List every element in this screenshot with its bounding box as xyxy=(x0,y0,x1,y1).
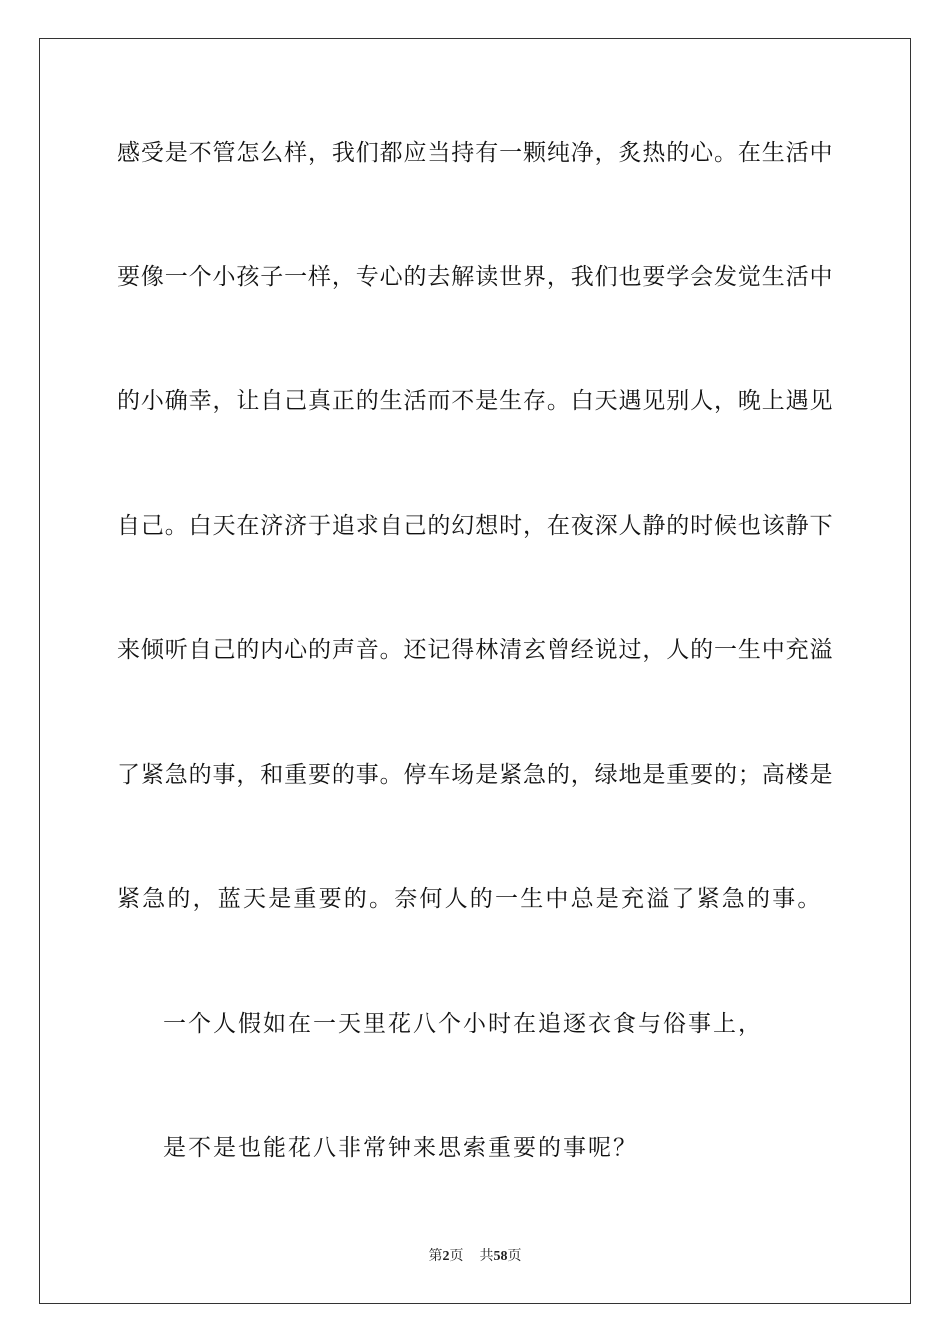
total-pages: 58 xyxy=(493,1249,508,1264)
total-prefix: 共 xyxy=(479,1248,494,1264)
paragraph-line-5: 来倾听自己的内心的声音。还记得林清玄曾经说过，人的一生中充溢 xyxy=(117,637,833,663)
page-prefix: 第 xyxy=(428,1248,443,1264)
paragraph-line-7: 紧急的，蓝天是重要的。奈何人的一生中总是充溢了紧急的事。 xyxy=(117,886,823,912)
paragraph-line-6: 了紧急的事，和重要的事。停车场是紧急的，绿地是重要的；高楼是 xyxy=(117,762,833,788)
paragraph-line-3: 的小确幸，让自己真正的生活而不是生存。白天遇见别人，晚上遇见 xyxy=(117,388,833,414)
paragraph-line-1: 感受是不管怎么样，我们都应当持有一颗纯净，炙热的心。在生活中 xyxy=(117,140,833,166)
paragraph-line-4: 自己。白天在济济于追求自己的幻想时，在夜深人静的时候也该静下 xyxy=(117,513,833,539)
page-footer xyxy=(0,1247,950,1266)
indented-line-2: 是不是也能花八非常钟来思索重要的事呢？ xyxy=(163,1135,638,1161)
page-border xyxy=(39,38,911,1304)
indented-line-1: 一个人假如在一天里花八个小时在追逐衣食与俗事上， xyxy=(163,1011,763,1037)
page-suffix: 页 xyxy=(449,1248,464,1264)
paragraph-line-2: 要像一个小孩子一样，专心的去解读世界，我们也要学会发觉生活中 xyxy=(117,264,833,290)
total-suffix: 页 xyxy=(507,1248,522,1264)
page-number: 2 xyxy=(442,1249,450,1264)
